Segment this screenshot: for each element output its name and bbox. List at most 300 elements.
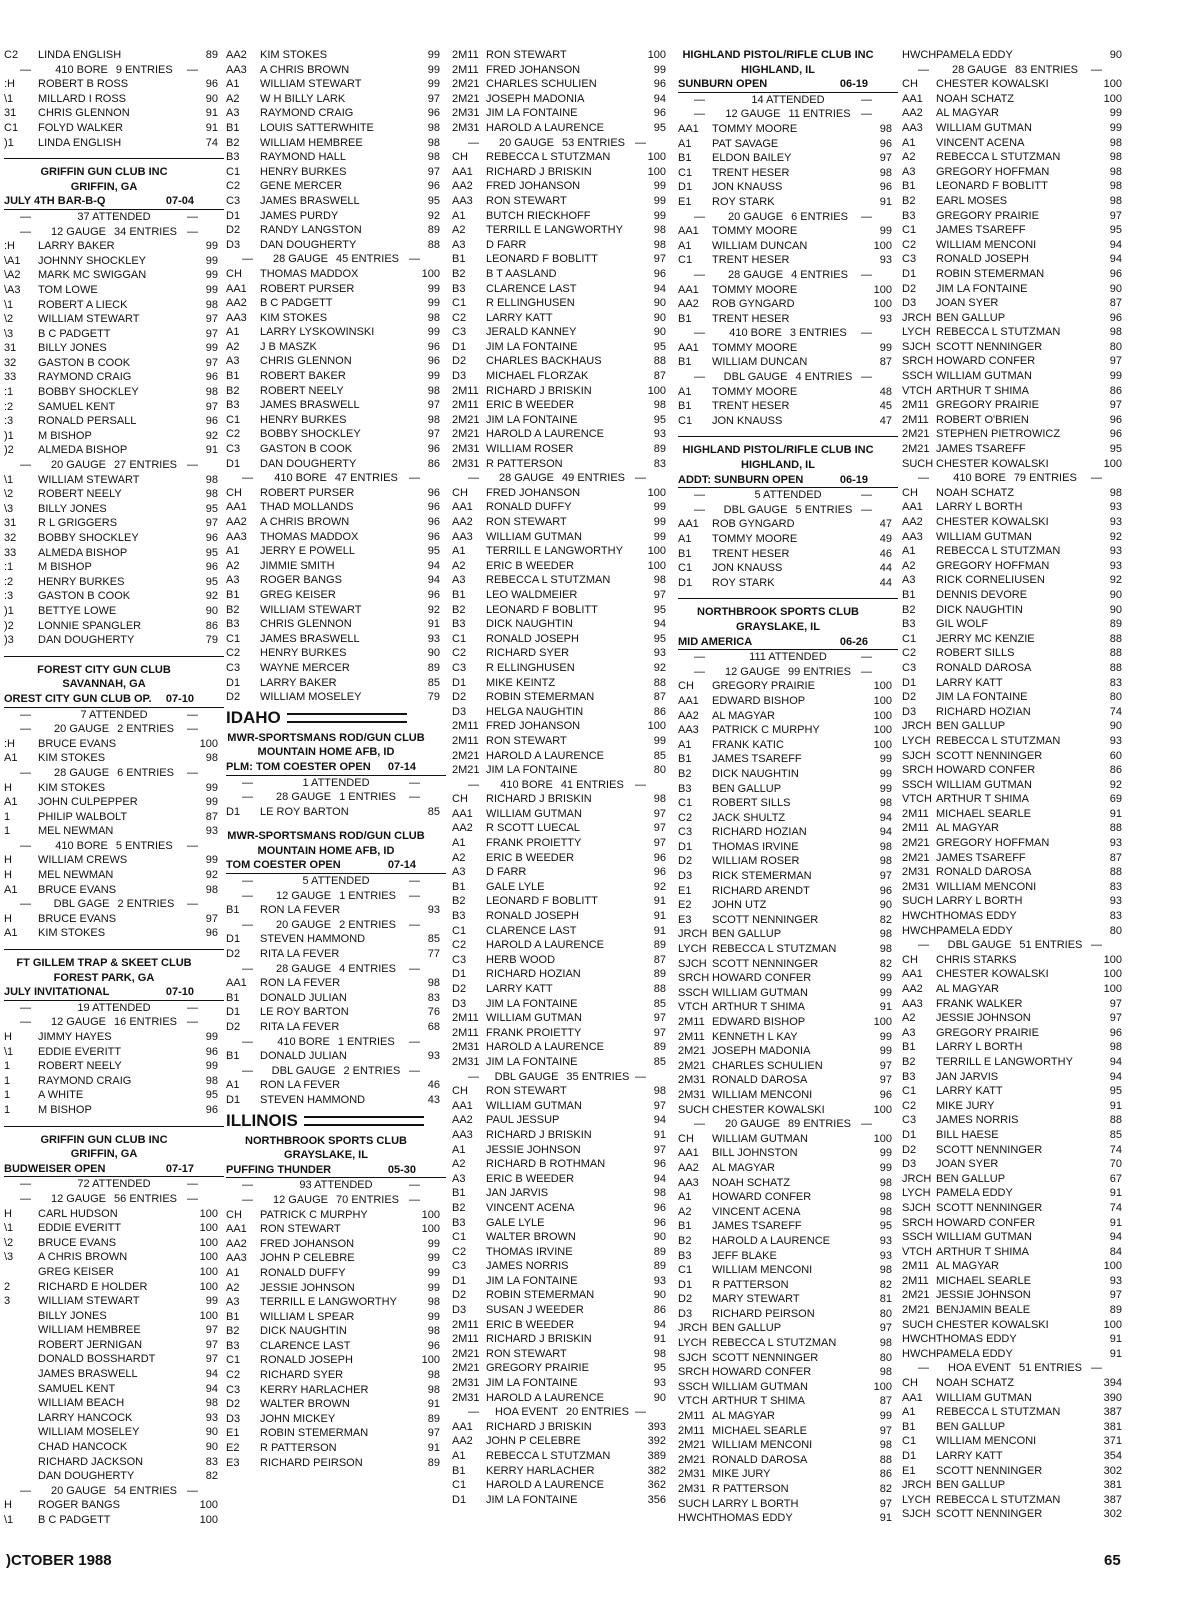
score: 97	[205, 313, 218, 326]
shooter-name: AL MAGYAR	[936, 983, 999, 995]
division-name: 28 GAUGE	[54, 766, 110, 779]
result-row	[902, 909, 1128, 924]
shooter-name: GREGORY PRAIRIE	[936, 399, 1039, 412]
score: 82	[879, 1483, 892, 1495]
result-row	[902, 1288, 1128, 1303]
result-row	[678, 1146, 898, 1161]
shooter-name: ROBERT PURSER	[260, 282, 355, 295]
event-title	[226, 1163, 446, 1179]
shooter-name: KIM STOKES	[38, 927, 106, 940]
score: 99	[205, 240, 218, 253]
shooter-name: RICHARD JACKSON	[38, 1455, 144, 1468]
class-code: )2	[4, 444, 14, 457]
shooter-name: TOMMY MOORE	[712, 341, 798, 354]
class-code: A2	[452, 1158, 466, 1171]
class-code: C1	[678, 166, 693, 179]
shooter-name: CHRIS GLENNON	[260, 355, 352, 368]
division-name: 28 GAUGE	[952, 63, 1008, 76]
event-date: 07-10	[165, 692, 194, 705]
result-row	[902, 632, 1128, 647]
shooter-name: GENE MERCER	[260, 180, 342, 193]
division-name: DBL GAUGE	[947, 939, 1012, 952]
shooter-name: ROBERT BAKER	[260, 370, 346, 383]
score: 100	[199, 1251, 218, 1264]
class-code: SSCH	[902, 778, 933, 791]
class-code: 2M31	[678, 1468, 706, 1481]
result-row	[678, 913, 898, 928]
division-entries: 51 ENTRIES	[1019, 939, 1083, 952]
class-code: SUCH	[902, 895, 934, 908]
shooter-name: RAYMOND CRAIG	[260, 107, 354, 120]
result-row	[452, 559, 672, 574]
class-code: C3	[902, 1114, 917, 1127]
score: 96	[879, 137, 892, 150]
score: 96	[427, 340, 440, 353]
score: 97	[1109, 355, 1122, 368]
result-row	[902, 676, 1128, 691]
result-row	[452, 384, 672, 399]
division-name: 12 GAUGE	[51, 225, 107, 238]
result-row	[902, 1434, 1128, 1449]
result-row	[902, 982, 1128, 997]
shooter-name: WILLIAM BEACH	[38, 1397, 125, 1410]
shooter-name: RICHARD J BRISKIN	[486, 1333, 592, 1346]
class-code: D3	[452, 997, 467, 1010]
class-code: 2M11	[678, 1410, 705, 1423]
event-division	[678, 370, 898, 385]
result-row	[452, 807, 672, 822]
score: 89	[427, 661, 440, 674]
class-code: CH	[902, 78, 918, 91]
event-title	[4, 692, 224, 708]
class-code: AA3	[452, 1128, 473, 1141]
result-row	[902, 1230, 1128, 1245]
shooter-name: JOHNNY SHOCKLEY	[38, 254, 146, 267]
score: 93	[879, 1234, 892, 1247]
division-entries: 56 ENTRIES	[114, 1192, 177, 1205]
shooter-name: TRENT HESER	[712, 312, 790, 325]
class-code: SRCH	[678, 972, 710, 985]
class-code: :1	[4, 386, 14, 399]
class-code: AA3	[226, 1252, 247, 1265]
result-row	[678, 517, 898, 532]
class-code: A3	[902, 165, 916, 178]
result-row	[902, 427, 1128, 442]
score: 99	[1109, 121, 1122, 134]
score: 93	[427, 904, 440, 917]
result-row	[452, 1128, 672, 1143]
shooter-name: DAN DOUGHERTY	[260, 238, 357, 251]
result-row	[902, 354, 1128, 369]
shooter-name: RITA LA FEVER	[260, 1021, 340, 1033]
result-row	[452, 909, 672, 924]
result-row	[4, 1455, 224, 1470]
class-code: 2M21	[902, 443, 930, 456]
class-code: B3	[678, 782, 692, 795]
score: 98	[653, 793, 666, 806]
class-code: C2	[452, 1245, 467, 1258]
shooter-name: HENRY BURKES	[260, 413, 347, 426]
shooter-name: ROBIN STEMERMAN	[486, 691, 595, 704]
shooter-name: LEONARD F BOBLITT	[486, 603, 598, 616]
class-code: SSCH	[678, 1380, 709, 1393]
class-code: A3	[226, 107, 240, 120]
results-column-3	[452, 48, 672, 1507]
result-row	[4, 312, 224, 327]
shooter-name: BILL JOHNSTON	[712, 1147, 798, 1160]
result-row	[452, 1245, 672, 1260]
result-row	[4, 810, 224, 825]
club-heading: GRIFFIN, GA	[70, 180, 138, 193]
class-code: C1	[452, 1479, 467, 1492]
class-code: H	[4, 1207, 12, 1220]
shooter-name: LE ROY BARTON	[260, 1006, 349, 1019]
result-row	[902, 1464, 1128, 1479]
event-division	[678, 1117, 898, 1132]
score: 95	[653, 413, 666, 426]
result-row	[902, 1391, 1128, 1406]
score: 97	[205, 1324, 218, 1337]
shooter-name: TOM LOWE	[38, 283, 98, 296]
score: 97	[427, 428, 440, 441]
class-code: A1	[678, 137, 692, 150]
shooter-name: JOHN P CELEBRE	[260, 1252, 355, 1265]
class-code: D3	[902, 705, 917, 718]
result-row	[452, 1230, 672, 1245]
shooter-name: BETTYE LOWE	[38, 604, 117, 617]
result-row	[902, 1376, 1128, 1391]
score: 90	[1109, 603, 1122, 616]
result-row	[678, 986, 898, 1001]
score: 89	[653, 1260, 666, 1273]
class-code: D2	[226, 224, 241, 237]
division-name: 410 BORE	[55, 63, 108, 76]
division-name: DBL GAUGE	[723, 371, 788, 384]
shooter-name: ERIC B WEEDER	[486, 1318, 575, 1331]
score: 99	[879, 1410, 892, 1423]
class-code: 2M21	[902, 837, 930, 850]
division-name: 12 GAUGE	[273, 1193, 329, 1206]
result-row	[678, 1249, 898, 1264]
score: 80	[879, 1351, 892, 1364]
class-code: 2M11	[452, 1333, 479, 1346]
score: 99	[653, 209, 666, 222]
shooter-name: B C PADGETT	[260, 297, 333, 310]
event-title	[4, 985, 224, 1001]
score: 98	[1109, 194, 1122, 207]
shooter-name: ROBIN STEMERMAN	[936, 267, 1045, 280]
shooter-name: CLARENCE LAST	[486, 282, 577, 295]
shooter-name: FRED JOHANSON	[486, 486, 581, 499]
class-code: \1	[4, 1514, 14, 1526]
score: 98	[879, 1337, 892, 1350]
results-column-1	[4, 48, 224, 1528]
shooter-name: REBECCA L STUTZMAN	[936, 151, 1061, 164]
class-code: HWCH	[902, 1347, 936, 1360]
shooter-name: CHESTER KOWALSKI	[936, 78, 1049, 91]
result-row	[452, 632, 672, 647]
shooter-name: TERRILL E LANGWORTHY	[486, 224, 623, 237]
division-entries: 11 ENTRIES	[788, 108, 851, 121]
shooter-name: WILLIAM CREWS	[38, 854, 128, 867]
shooter-name: RICHARD ARENDT	[712, 884, 810, 897]
shooter-name: JIM LA FONTAINE	[486, 1377, 578, 1390]
class-code: AA3	[902, 121, 923, 134]
score: 92	[653, 880, 666, 893]
score: 100	[647, 165, 666, 178]
score: 97	[879, 1424, 892, 1437]
score: 99	[879, 1147, 892, 1160]
result-row	[452, 734, 672, 749]
shooter-name: RITA LA FEVER	[260, 948, 340, 961]
result-row	[452, 398, 672, 413]
shooter-name: GALE LYLE	[486, 880, 545, 893]
event-division	[902, 1361, 1128, 1376]
class-code: AA2	[226, 1237, 247, 1250]
result-row	[4, 1280, 224, 1295]
score: 93	[879, 312, 892, 325]
score: 93	[205, 1411, 218, 1424]
class-code: 2M31	[678, 1074, 706, 1087]
shooter-name: ROBERT SILLS	[936, 647, 1015, 660]
score: 100	[1103, 92, 1122, 105]
class-code: AA1	[226, 977, 247, 990]
class-code: B3	[452, 282, 466, 295]
score: 89	[1109, 1304, 1122, 1317]
shooter-name: LARRY KATT	[486, 983, 553, 995]
shooter-name: JAMES TSAREFF	[936, 443, 1026, 456]
score: 47	[879, 518, 892, 531]
score: 99	[427, 78, 440, 91]
class-code: H	[4, 912, 12, 925]
result-row	[902, 1099, 1128, 1114]
score: 387	[1103, 1493, 1122, 1506]
division-name: 410 BORE	[55, 839, 108, 852]
state-heading	[226, 1108, 446, 1134]
result-row	[452, 1347, 672, 1362]
class-code: 2M11	[452, 1318, 479, 1331]
class-code: D1	[226, 805, 241, 818]
class-code: AA2	[452, 1114, 473, 1127]
score: 98	[427, 977, 440, 990]
result-row	[902, 1493, 1128, 1508]
event-division	[4, 225, 224, 240]
shooter-name: JIMMY HAYES	[38, 1031, 112, 1043]
score: 82	[205, 1470, 218, 1483]
score: 93	[1109, 501, 1122, 514]
score: 91	[427, 618, 440, 631]
event-division	[4, 839, 224, 854]
attendance-count: 7 ATTENDED	[80, 708, 148, 721]
result-row	[452, 749, 672, 764]
result-row	[452, 252, 672, 267]
result-row	[678, 1190, 898, 1205]
shooter-name: TOMMY MOORE	[712, 225, 798, 238]
class-code: :3	[4, 415, 14, 428]
class-code: AA3	[452, 530, 473, 543]
shooter-name: ROB GYNGARD	[712, 518, 795, 531]
result-row	[678, 709, 898, 724]
score: 354	[1103, 1450, 1122, 1462]
result-row	[4, 1382, 224, 1397]
state-rule	[287, 713, 407, 723]
class-code: A1	[678, 738, 692, 751]
result-row	[4, 1396, 224, 1411]
score: 96	[653, 267, 666, 280]
class-code: 2M21	[452, 428, 480, 441]
result-row	[678, 1307, 898, 1322]
result-row	[902, 690, 1128, 705]
score: 96	[205, 1103, 218, 1116]
shooter-name: AL MAGYAR	[712, 1161, 775, 1174]
class-code: 2M21	[452, 749, 480, 762]
class-code: A3	[452, 574, 466, 587]
result-row	[226, 690, 446, 705]
shooter-name: KERRY HARLACHER	[486, 1464, 595, 1477]
class-code: B3	[226, 1339, 240, 1352]
shooter-name: LEO WALDMEIER	[486, 588, 578, 601]
score: 100	[873, 283, 892, 296]
score: 100	[421, 1223, 440, 1236]
class-code: B1	[452, 588, 466, 601]
class-code: B2	[452, 1201, 466, 1214]
shooter-name: JON KNAUSS	[712, 181, 783, 194]
class-code: D3	[678, 1307, 693, 1320]
division-entries: 49 ENTRIES	[562, 472, 625, 485]
shooter-name: SCOTT NENNINGER	[936, 340, 1043, 353]
result-row	[4, 268, 224, 283]
event-title	[4, 194, 224, 210]
class-code: 2M11	[452, 63, 479, 76]
result-row	[678, 239, 898, 254]
score: 91	[1109, 1187, 1122, 1200]
result-row	[452, 997, 672, 1012]
score: 96	[653, 78, 666, 91]
class-code: A1	[902, 545, 916, 558]
result-row	[4, 1030, 224, 1045]
score: 93	[879, 1249, 892, 1262]
class-code: AA1	[678, 341, 699, 354]
result-row	[678, 137, 898, 152]
class-code: LYCH	[678, 943, 707, 956]
score: 98	[1109, 180, 1122, 193]
shooter-name: FRED JOHANSON	[486, 720, 581, 733]
division-name: 20 GAUGE	[51, 1484, 107, 1497]
result-row	[902, 311, 1128, 326]
division-entries: 5 ENTRIES	[115, 839, 173, 852]
shooter-name: RONALD JOSEPH	[486, 910, 579, 923]
shooter-name: RICHARD B ROTHMAN	[486, 1158, 606, 1171]
result-row	[902, 763, 1128, 778]
class-code: AA3	[226, 311, 247, 324]
score: 100	[199, 1499, 218, 1512]
score: 96	[1109, 267, 1122, 280]
class-code: AA3	[902, 997, 923, 1010]
score: 99	[879, 986, 892, 999]
score: 89	[653, 1041, 666, 1054]
class-code: D2	[452, 1289, 467, 1302]
result-row	[226, 179, 446, 194]
class-code: A1	[226, 326, 240, 339]
shooter-name: BOBBY SHOCKLEY	[38, 532, 139, 544]
class-code: 2M21	[452, 764, 480, 777]
score: 387	[1103, 1406, 1122, 1419]
result-row	[4, 737, 224, 752]
score: 94	[879, 826, 892, 839]
score: 91	[653, 895, 666, 908]
result-row	[226, 1412, 446, 1427]
score: 95	[653, 340, 666, 353]
score: 68	[427, 1021, 440, 1033]
shooter-name: SCOTT NENNINGER	[712, 1351, 819, 1364]
division-name: 12 GAUGE	[51, 1192, 107, 1205]
shooter-name: GREGORY PRAIRIE	[936, 209, 1039, 222]
result-row	[226, 500, 446, 515]
result-row	[452, 836, 672, 851]
result-row	[452, 179, 672, 194]
division-entries: 2 ENTRIES	[117, 723, 174, 736]
result-row	[678, 723, 898, 738]
shooter-name: DAN DOUGHERTY	[38, 634, 135, 647]
shooter-name: A CHRIS BROWN	[260, 63, 350, 76]
attendance-count: 111 ATTENDED	[749, 651, 827, 664]
result-row	[226, 296, 446, 311]
shooter-name: ERIC B WEEDER	[486, 851, 575, 864]
shooter-name: CHARLES SCHULIEN	[712, 1059, 823, 1072]
shooter-name: GREGORY HOFFMAN	[936, 165, 1050, 178]
event-division	[452, 778, 672, 793]
result-row	[452, 1274, 672, 1289]
score: 392	[647, 1435, 666, 1448]
class-code: B1	[902, 1420, 916, 1433]
event-division	[452, 136, 672, 151]
class-code: D3	[678, 870, 693, 883]
division-name: 20 GAUGE	[54, 723, 110, 736]
class-code: \A3	[4, 283, 21, 296]
event-name: TOM COESTER OPEN	[226, 859, 341, 872]
score: 98	[427, 151, 440, 164]
class-code: D3	[226, 1412, 241, 1425]
class-code: B3	[678, 1249, 692, 1262]
score: 96	[653, 1158, 666, 1171]
result-row	[902, 1143, 1128, 1158]
shooter-name: SCOTT NENNINGER	[936, 1201, 1043, 1214]
class-code: C3	[452, 661, 467, 674]
class-code: D1	[226, 933, 241, 946]
result-row	[4, 121, 224, 136]
class-code: D1	[678, 1278, 693, 1291]
shooter-name: WILLIAM MENCONI	[936, 1435, 1037, 1448]
shooter-name: D FARR	[486, 866, 527, 879]
result-row	[452, 282, 672, 297]
shooter-name: JIM LA FONTAINE	[486, 1055, 578, 1068]
class-code: 2M11	[902, 807, 929, 820]
score: 97	[1109, 997, 1122, 1010]
section-divider	[4, 1118, 224, 1127]
event-division	[678, 210, 898, 225]
score: 74	[205, 136, 218, 149]
class-code: 2M21	[902, 1304, 930, 1317]
class-code: D2	[678, 855, 693, 868]
class-code: 2M21	[902, 1289, 930, 1302]
class-code: D1	[678, 181, 693, 194]
score: 100	[199, 737, 218, 750]
class-code: A1	[902, 136, 916, 149]
class-code: B2	[678, 767, 692, 780]
class-code: 31	[4, 342, 17, 355]
division-entries: 54 ENTRIES	[114, 1484, 177, 1497]
result-row	[4, 1088, 224, 1103]
